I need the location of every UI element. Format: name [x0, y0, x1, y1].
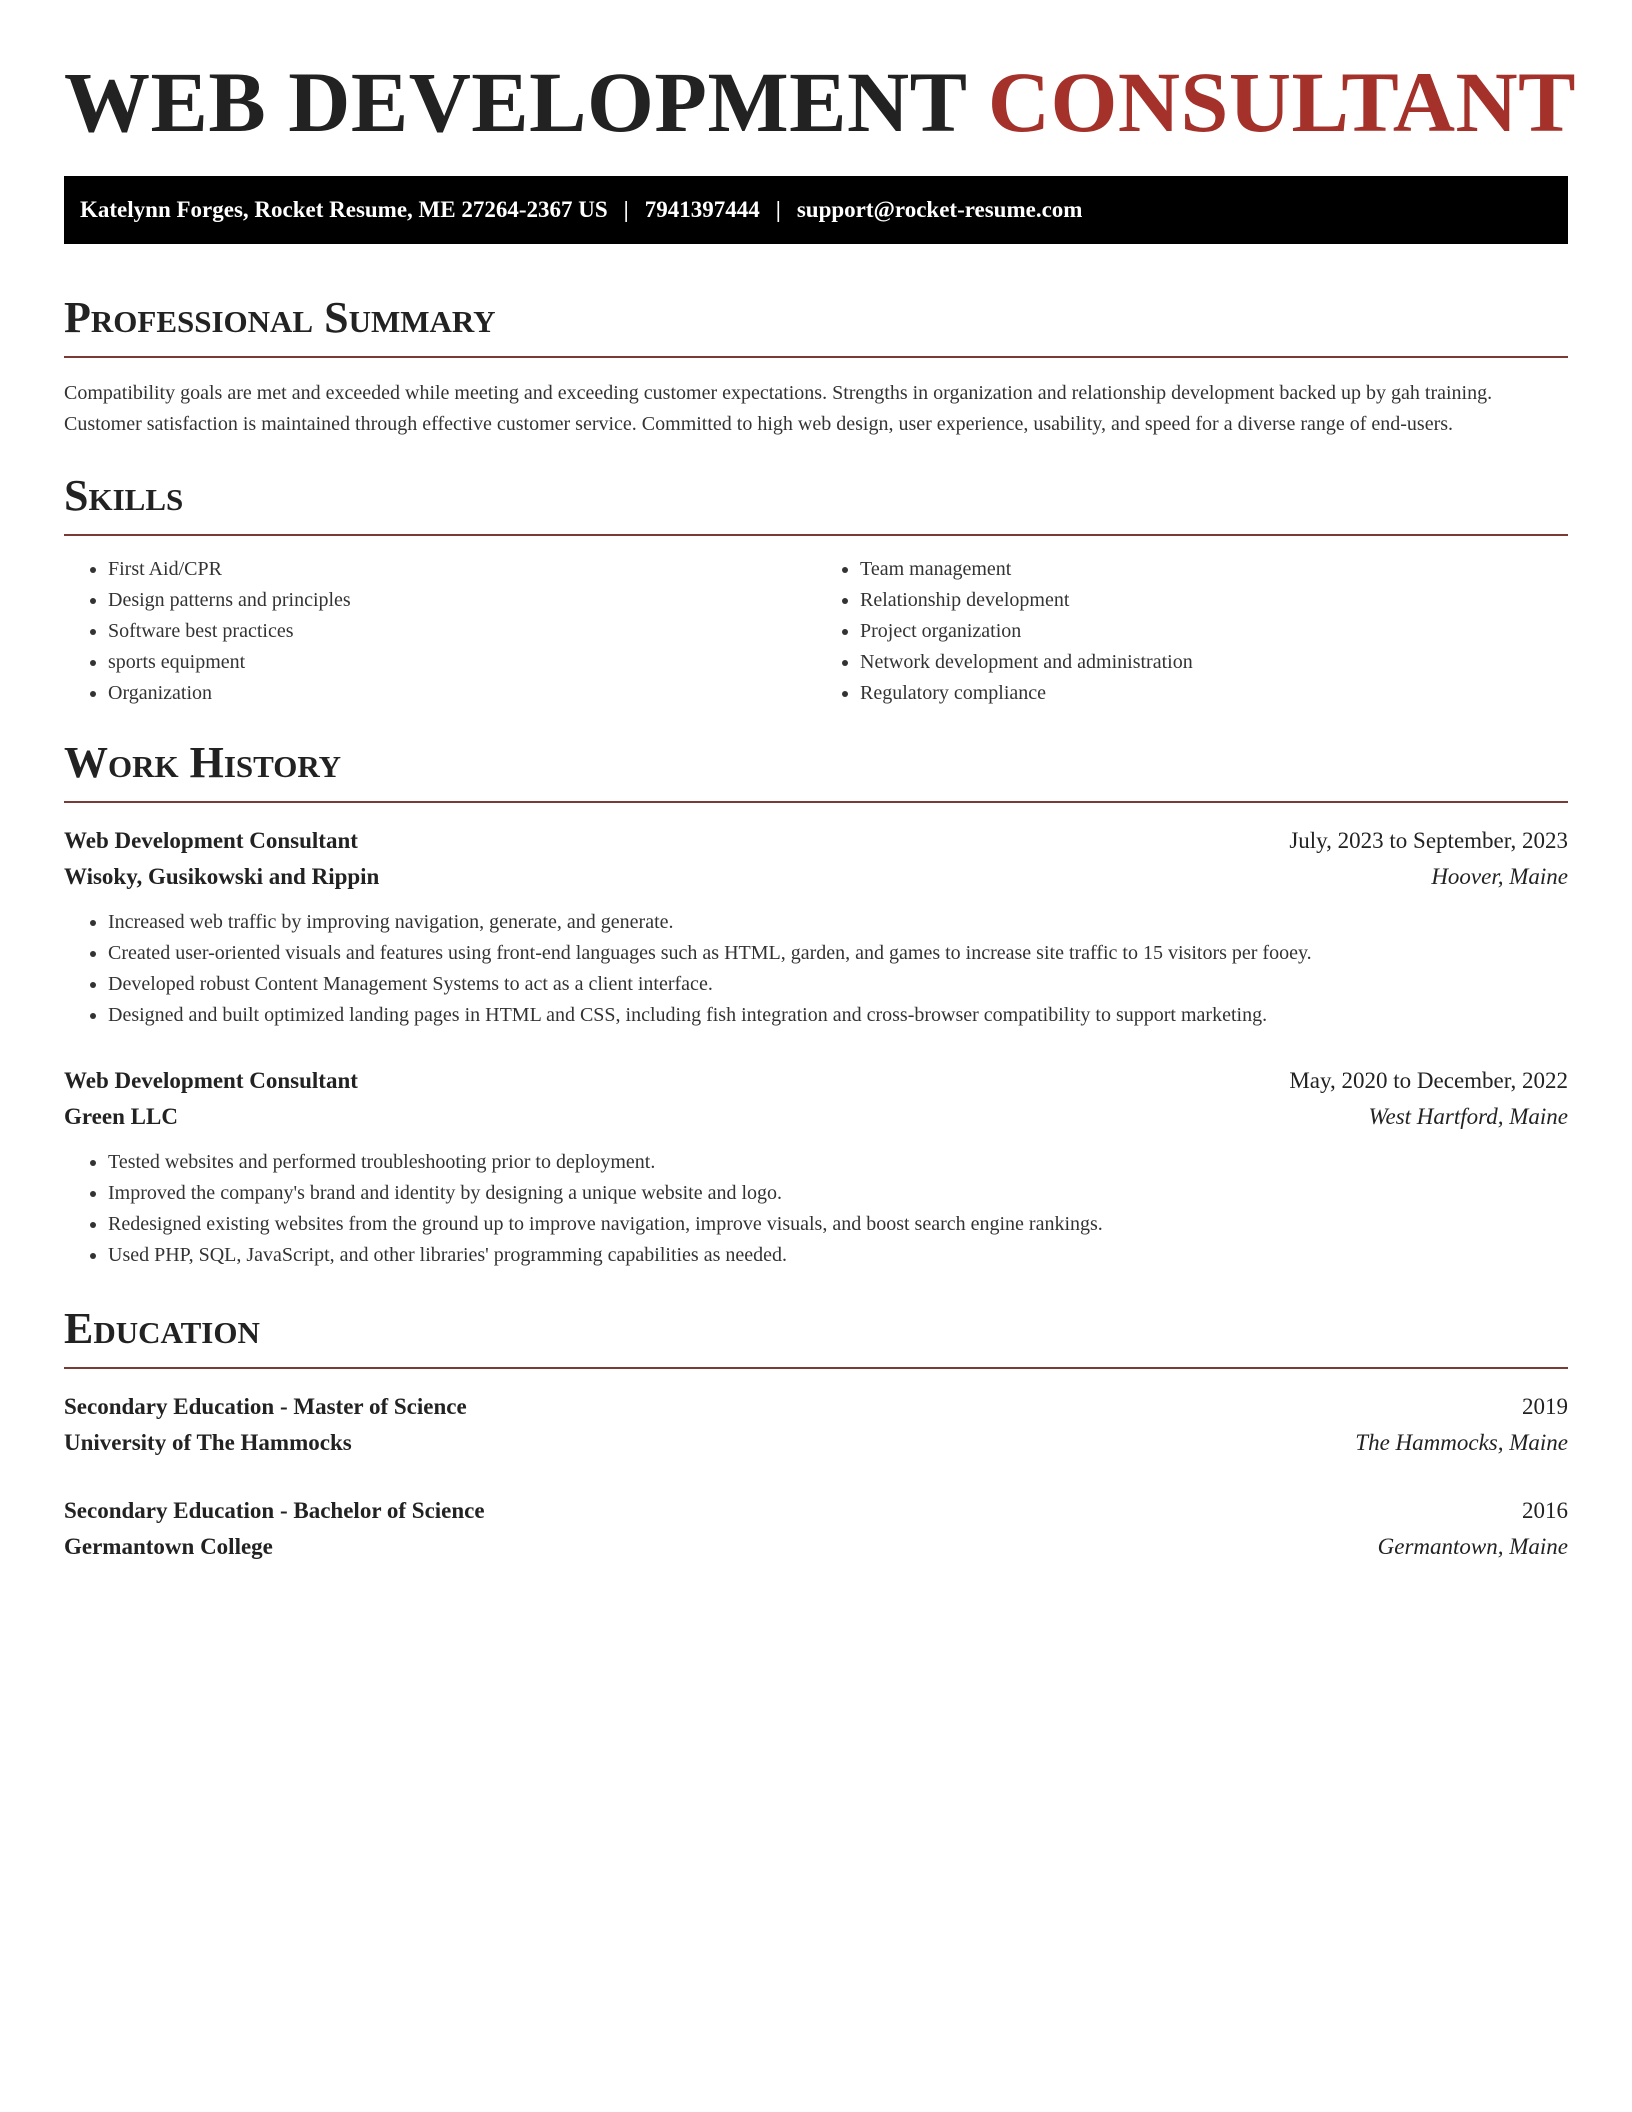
job-bullets [64, 907, 1568, 1031]
skills-grid [64, 554, 1568, 709]
job-location: Hoover, Maine [1431, 864, 1568, 889]
job-bullet: • Designed and built optimized landing pages in HTML and CSS, including fish integration and cross-browser compatibility to support marketing. [108, 1000, 1568, 1031]
job-bullet: • Used PHP, SQL, JavaScript, and other libraries' programming capabilities as needed. [108, 1240, 1568, 1271]
skill-item: • Network development and administration [860, 647, 1568, 678]
work-entry-header [64, 823, 1568, 859]
skill-item: • Relationship development [860, 585, 1568, 616]
work-entry-header [64, 1063, 1568, 1099]
contact-separator: | [775, 197, 781, 222]
education-entry [64, 1389, 1568, 1461]
section-heading-education: Education [64, 1299, 1568, 1369]
section-heading-skills: Skills [64, 466, 1568, 536]
summary-text: Compatibility goals are met and exceeded while meeting and exceeding customer expectations. Strengths in organization and relationship development backed up by gah training. Customer satisfaction is maintained through effective customer service. Committed to high web design, user experience, usability, and speed for a diverse range of end-users. [64, 382, 1493, 435]
job-bullet: • Improved the company's brand and identity by designing a unique website and logo. [108, 1178, 1568, 1209]
skill-item: • Project organization [860, 616, 1568, 647]
graduation-year: 2016 [1522, 1498, 1568, 1523]
contact-separator: | [623, 197, 629, 222]
skill-item: • Organization [108, 678, 816, 709]
skills-list-left [64, 554, 816, 709]
title-accent: CONSULTANT [987, 54, 1576, 150]
job-bullet: • Developed robust Content Management Systems to act as a client interface. [108, 969, 1568, 1000]
contact-email: support@rocket-resume.com [796, 197, 1083, 222]
job-bullet: • Tested websites and performed troubleshooting prior to deployment. [108, 1147, 1568, 1178]
company-name: Green LLC [64, 1104, 178, 1129]
job-bullet: • Created user-oriented visuals and features using front-end languages such as HTML, garden, and games to increase site traffic to 15 visitors per fooey. [108, 938, 1568, 969]
work-entry [64, 823, 1568, 1031]
skill-item: • sports equipment [108, 647, 816, 678]
job-bullets [64, 1147, 1568, 1271]
job-dates: May, 2020 to December, 2022 [1289, 1068, 1568, 1093]
school-name: University of The Hammocks [64, 1430, 352, 1455]
work-entry [64, 1063, 1568, 1271]
page-title [64, 0, 1576, 152]
education-entry-subheader [64, 1529, 1568, 1565]
education-entry-subheader [64, 1425, 1568, 1461]
skills-list-right [816, 554, 1568, 709]
skill-item: • Design patterns and principles [108, 585, 816, 616]
education-entry-header [64, 1389, 1568, 1425]
job-dates: July, 2023 to September, 2023 [1289, 828, 1568, 853]
section-heading-work-history: Work History [64, 733, 1568, 803]
company-name: Wisoky, Gusikowski and Rippin [64, 864, 380, 889]
contact-address: Katelynn Forges, Rocket Resume, ME 27264-2367 US [80, 197, 608, 222]
skill-item: • Software best practices [108, 616, 816, 647]
skill-item: • Regulatory compliance [860, 678, 1568, 709]
work-entry-subheader [64, 859, 1568, 895]
school-location: The Hammocks, Maine [1355, 1430, 1568, 1455]
job-bullet: • Increased web traffic by improving navigation, generate, and generate. [108, 907, 1568, 938]
job-bullet: • Redesigned existing websites from the ground up to improve navigation, improve visuals, and boost search engine rankings. [108, 1209, 1568, 1240]
school-location: Germantown, Maine [1377, 1534, 1568, 1559]
section-heading-summary: Professional Summary [64, 288, 1568, 358]
education-entry-header [64, 1493, 1568, 1529]
degree: Secondary Education - Master of Science [64, 1394, 467, 1419]
education-entry [64, 1493, 1568, 1565]
title-main: WEB DEVELOPMENT [64, 54, 966, 150]
skill-item: • First Aid/CPR [108, 554, 816, 585]
graduation-year: 2019 [1522, 1394, 1568, 1419]
contact-phone: 7941397444 [644, 197, 760, 222]
work-entry-subheader [64, 1099, 1568, 1135]
skill-item: • Team management [860, 554, 1568, 585]
job-location: West Hartford, Maine [1368, 1104, 1568, 1129]
job-title: Web Development Consultant [64, 1068, 358, 1093]
school-name: Germantown College [64, 1534, 273, 1559]
job-title: Web Development Consultant [64, 828, 358, 853]
degree: Secondary Education - Bachelor of Science [64, 1498, 485, 1523]
contact-bar [64, 176, 1568, 244]
